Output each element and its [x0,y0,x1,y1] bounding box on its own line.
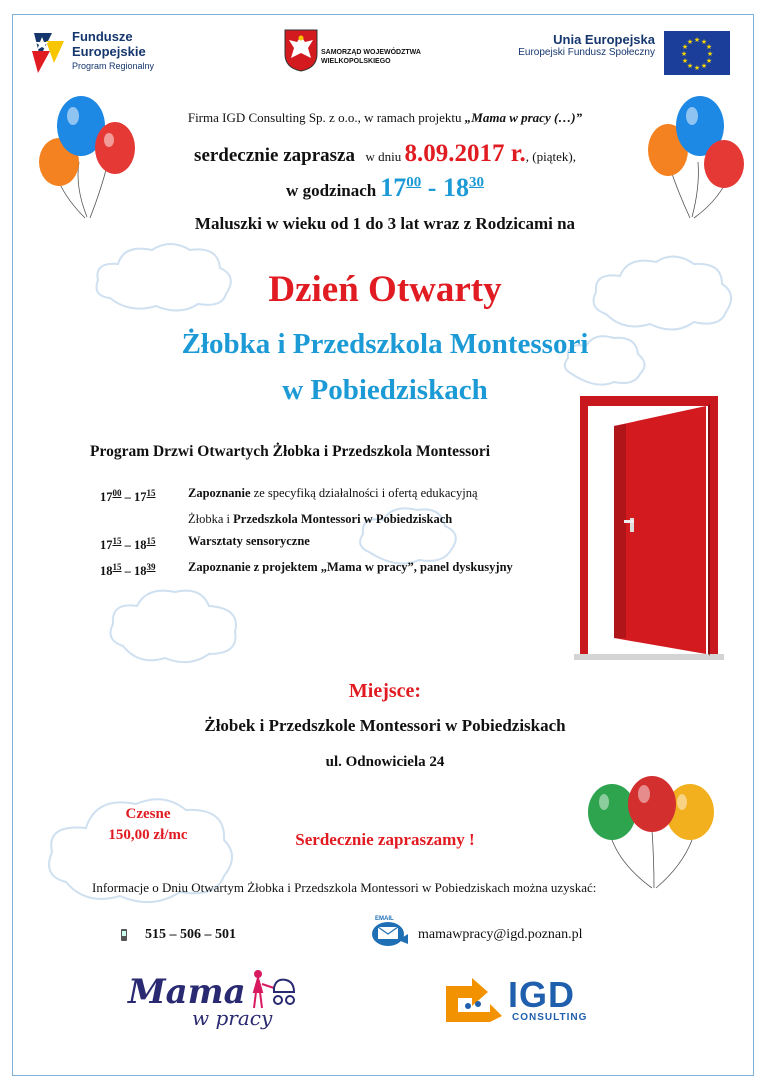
igd-arrow-icon [442,976,506,1022]
eu-flag-icon [664,31,730,75]
fundusze-europejskie-logo [30,27,180,79]
samorzad-logo [283,28,443,78]
balloons-bottom-icon [582,770,732,890]
coat-of-arms-icon [283,28,319,72]
svg-text:★: ★ [700,62,708,70]
fee-label: Czesne [125,806,171,822]
email-address: mamawpracy@igd.poznan.pl [418,927,583,942]
wlkp-line-2: WIELKOPOLSKIEGO [321,58,391,65]
svg-text:★: ★ [680,50,688,58]
fe-title-1: Fundusze [72,29,133,44]
igd-logo-text: IGD [508,974,576,1015]
balloons-left-icon [35,92,145,222]
svg-text:★: ★ [681,43,689,51]
phone-icon [118,928,130,942]
hour-from-min: 00 [406,174,422,191]
intro-project: „Mama w pracy (…)” [464,110,583,125]
intro-line-3 [130,173,640,203]
intro-company: Firma IGD Consulting Sp. z o.o., w ramach projektu [187,110,465,125]
hour-from: 17 [380,173,407,202]
svg-text:★: ★ [706,50,714,58]
ue-subtitle: Europejski Fundusz Społeczny [518,47,655,58]
program-heading: Program Drzwi Otwartych Żłobka i Przedszkola Montessori [90,443,491,460]
hour-sep: - [427,173,437,202]
program-desc-cont: Żłobka i Przedszkola Montessori w Pobiedziskach [188,512,453,527]
place-name: Żłobek i Przedszkole Montessori w Pobiedziskach [204,716,566,735]
program-row [100,556,560,582]
program-time: $18^{15} - 18^{39}$ [100,562,156,579]
svg-text:★: ★ [693,64,701,72]
hours-label: w godzinach [286,181,377,200]
ue-title: Unia Europejska [553,32,655,47]
intro-invites: serdecznie zaprasza [194,145,355,166]
fee-amount: 150,00 zł/mc [108,827,188,843]
program-time: $17^{00} - 17^{15}$ [100,488,156,505]
mama-logo-sub: w pracy [192,1006,273,1030]
fe-star-icon [30,29,68,73]
place-street: ul. Odnowiciela 24 [325,754,445,770]
hour-to: 18 [442,173,469,202]
svg-text:★: ★ [705,43,713,51]
intro-line-2 [130,140,640,168]
fe-title-2: Europejskie [72,44,146,59]
wlkp-line-1: SAMORZĄD WOJEWÓDZTWA [321,49,421,56]
red-door-icon [574,392,724,664]
intro-on-day: w dniu [365,149,402,164]
event-title [140,268,630,311]
event-subtitle-2: w Pobiedziskach [282,374,488,406]
program-desc: Zapoznanie z projektem „Mama w pracy”, panel dyskusyjny [188,560,513,575]
svg-text:★: ★ [686,62,694,70]
event-title-text: Dzień Otwarty [268,269,502,310]
program-row [100,482,560,508]
email-badge-label: EMAIL [375,916,394,922]
phone-number: 515 – 506 – 501 [145,927,236,942]
igd-consulting-logo [442,974,622,1026]
svg-text:★: ★ [686,38,694,46]
closing-text: Serdecznie zapraszamy ! [295,830,475,849]
email-badge-icon [370,914,410,948]
program-row [100,508,560,530]
mother-stroller-icon [248,968,300,1018]
svg-text:★: ★ [681,57,689,65]
audience: Maluszki w wieku od 1 do 3 lat wraz z Rodzicami na [194,214,576,233]
hour-to-min: 30 [468,174,484,191]
cloud-icon [105,580,245,670]
balloons-right-icon [640,92,750,222]
event-date: 8.09.2017 r. [404,140,526,167]
program-row [100,530,560,556]
program-desc: Zapoznanie ze specyfiką działalności i ofertą edukacyjną [188,486,478,500]
event-weekday: , (piątek), [525,149,576,164]
mama-logo-text: Mama [128,972,246,1012]
unia-europejska-text [505,32,655,58]
program-table [100,482,560,582]
event-subtitle-1: Żłobka i Przedszkola Montessori [181,328,589,360]
svg-text:★: ★ [700,38,708,46]
igd-logo-sub: CONSULTING [512,1012,588,1023]
info-text: Informacje o Dniu Otwartym Żłobka i Przedszkola Montessori w Pobiedziskach można uzyskać: [92,880,597,895]
place-label: Miejsce: [348,680,422,702]
program-desc: Warsztaty sensoryczne [188,534,310,549]
svg-text:★: ★ [705,57,713,65]
mama-w-pracy-logo [120,968,310,1038]
program-time: $17^{15} - 18^{15}$ [100,536,156,553]
svg-text:★: ★ [693,36,701,44]
fe-subtitle: Program Regionalny [72,61,155,71]
intro-line-1 [140,110,630,126]
